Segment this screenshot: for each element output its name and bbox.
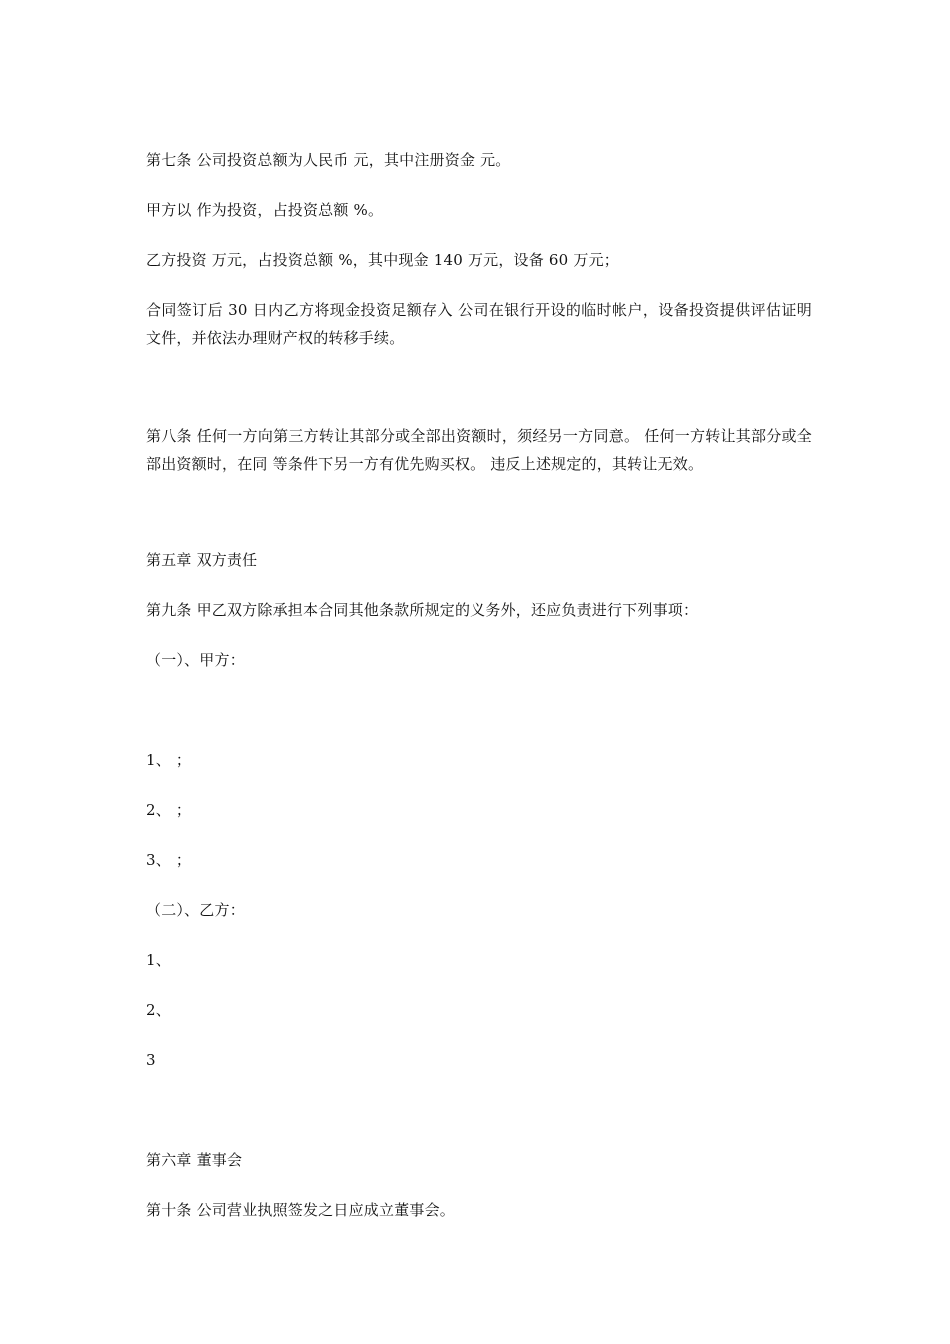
- party-b-heading: （二）、乙方：: [146, 901, 245, 919]
- article-7-line-3: 乙方投资 万元，占投资总额 %，其中现金 140 万元，设备 60 万元；: [146, 251, 619, 269]
- article-7-line-4: 合同签订后 30 日内乙方将现金投资足额存入 公司在银行开设的临时帐户，设备投资提供评估证明文件，并依法办理财产权的转移手续。: [146, 301, 812, 347]
- chapter-5-title: 第五章 双方责任: [146, 551, 258, 569]
- party-a-heading: （一）、甲方：: [146, 651, 245, 669]
- party-a-item-3: 3、 ；: [146, 851, 192, 869]
- article-9-text: 第九条 甲乙双方除承担本合同其他条款所规定的义务外，还应负责进行下列事项：: [146, 601, 699, 619]
- article-10-text: 第十条 公司营业执照签发之日应成立董事会。: [146, 1201, 455, 1219]
- party-a-item-2: 2、 ；: [146, 801, 192, 819]
- party-b-item-2: 2、: [146, 1001, 171, 1019]
- article-7-line-2: 甲方以 作为投资，占投资总额 %。: [146, 201, 384, 219]
- party-b-item-1: 1、: [146, 951, 171, 969]
- chapter-6-title: 第六章 董事会: [146, 1151, 243, 1169]
- article-7-line-1: 第七条 公司投资总额为人民币 元，其中注册资金 元。: [146, 151, 511, 169]
- article-8-paragraph: 第八条 任何一方向第三方转让其部分或全部出资额时，须经另一方同意。 任何一方转让其部分或全部出资额时，在同 等条件下另一方有优先购买权。 违反上述规定的，其转让无效。: [146, 427, 812, 473]
- party-a-item-1: 1、 ；: [146, 751, 192, 769]
- party-b-item-3: 3: [146, 1051, 156, 1069]
